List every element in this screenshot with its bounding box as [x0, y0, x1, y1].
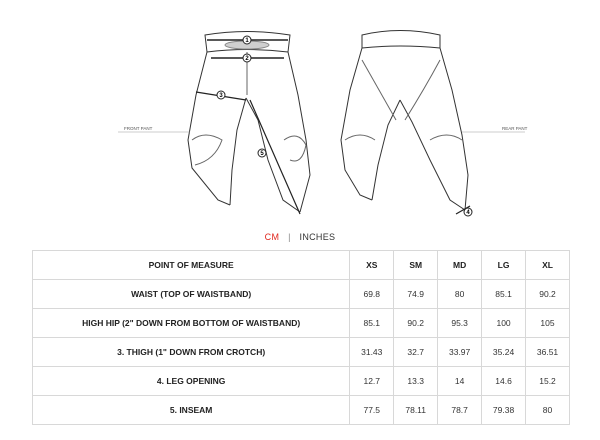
- cell-value: 13.3: [394, 367, 438, 396]
- header-size: XS: [350, 251, 394, 280]
- marker-4: 4: [466, 210, 470, 216]
- table-header-row: [33, 251, 570, 280]
- unit-toggle: [0, 232, 600, 242]
- header-point-of-measure: POINT OF MEASURE: [33, 251, 350, 280]
- marker-2: 2: [245, 56, 249, 62]
- cell-value: 90.2: [394, 309, 438, 338]
- table-row: [33, 338, 570, 367]
- unit-cm-button[interactable]: CM: [264, 232, 280, 242]
- cell-value: 100: [482, 309, 526, 338]
- row-label: HIGH HIP (2" DOWN FROM BOTTOM OF WAISTBAND): [33, 309, 350, 338]
- header-size: MD: [438, 251, 482, 280]
- unit-separator: |: [288, 232, 291, 242]
- table-row: [33, 396, 570, 425]
- cell-value: 79.38: [482, 396, 526, 425]
- table-row: [33, 280, 570, 309]
- cell-value: 33.97: [438, 338, 482, 367]
- cell-value: 105: [526, 309, 570, 338]
- cell-value: 80: [526, 396, 570, 425]
- cell-value: 78.7: [438, 396, 482, 425]
- cell-value: 85.1: [350, 309, 394, 338]
- cell-value: 35.24: [482, 338, 526, 367]
- table-row: [33, 309, 570, 338]
- header-size: SM: [394, 251, 438, 280]
- cell-value: 15.2: [526, 367, 570, 396]
- cell-value: 80: [438, 280, 482, 309]
- row-label: 5. INSEAM: [33, 396, 350, 425]
- cell-value: 36.51: [526, 338, 570, 367]
- size-chart-table: [32, 250, 570, 425]
- cell-value: 32.7: [394, 338, 438, 367]
- row-label: 3. THIGH (1" DOWN FROM CROTCH): [33, 338, 350, 367]
- cell-value: 78.11: [394, 396, 438, 425]
- header-size: XL: [526, 251, 570, 280]
- marker-3: 3: [219, 93, 223, 99]
- cell-value: 85.1: [482, 280, 526, 309]
- rear-pant-drawing: [341, 31, 468, 211]
- cell-value: 95.3: [438, 309, 482, 338]
- row-label: WAIST (TOP OF WAISTBAND): [33, 280, 350, 309]
- front-pant-label: FRONT PANT: [124, 126, 153, 131]
- cell-value: 90.2: [526, 280, 570, 309]
- unit-inches-button[interactable]: INCHES: [299, 232, 336, 242]
- cell-value: 74.9: [394, 280, 438, 309]
- cell-value: 31.43: [350, 338, 394, 367]
- cell-value: 14: [438, 367, 482, 396]
- row-label: 4. LEG OPENING: [33, 367, 350, 396]
- header-size: LG: [482, 251, 526, 280]
- rear-measure-markers: [456, 206, 472, 216]
- cell-value: 12.7: [350, 367, 394, 396]
- table-row: [33, 367, 570, 396]
- cell-value: 77.5: [350, 396, 394, 425]
- cell-value: 69.8: [350, 280, 394, 309]
- rear-pant-label: REAR PANT: [502, 126, 528, 131]
- marker-1: 1: [245, 38, 249, 44]
- marker-5: 5: [260, 151, 264, 157]
- cell-value: 14.6: [482, 367, 526, 396]
- front-measure-markers: [217, 36, 266, 157]
